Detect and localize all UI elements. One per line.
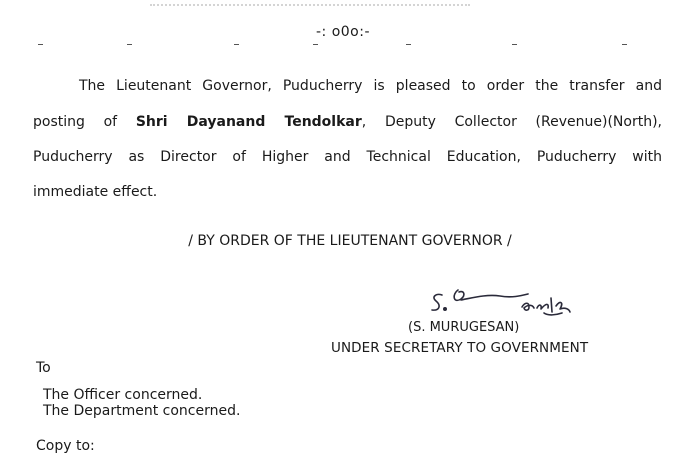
body-line-4: immediate effect. xyxy=(33,184,158,200)
recipient-officer: The Officer concerned. xyxy=(43,387,203,403)
body-line-2 xyxy=(33,114,662,130)
cropped-top-text xyxy=(150,0,470,6)
handwritten-signature xyxy=(428,284,588,324)
body-line-3: Puducherry as Director of Higher and Technical Education, Puducherry with xyxy=(33,149,662,165)
dashed-rule xyxy=(0,44,686,46)
signatory-name: (S. MURUGESAN) xyxy=(408,320,520,335)
signatory-designation: UNDER SECRETARY TO GOVERNMENT xyxy=(331,340,589,356)
body-text-designation: , Deputy Collector (Revenue)(North), xyxy=(361,114,662,130)
recipient-department: The Department concerned. xyxy=(43,403,241,419)
by-order-line: / BY ORDER OF THE LIEUTENANT GOVERNOR / xyxy=(188,233,512,249)
ornamental-separator: -: o0o:- xyxy=(315,24,371,40)
body-line-1: The Lieutenant Governor, Puducherry is pleased to order the transfer and xyxy=(79,78,662,94)
copy-to-label: Copy to: xyxy=(36,438,95,454)
officer-name: Shri Dayanand Tendolkar xyxy=(135,114,362,130)
body-text-posting-of: posting of xyxy=(33,114,118,130)
to-label: To xyxy=(36,360,51,376)
